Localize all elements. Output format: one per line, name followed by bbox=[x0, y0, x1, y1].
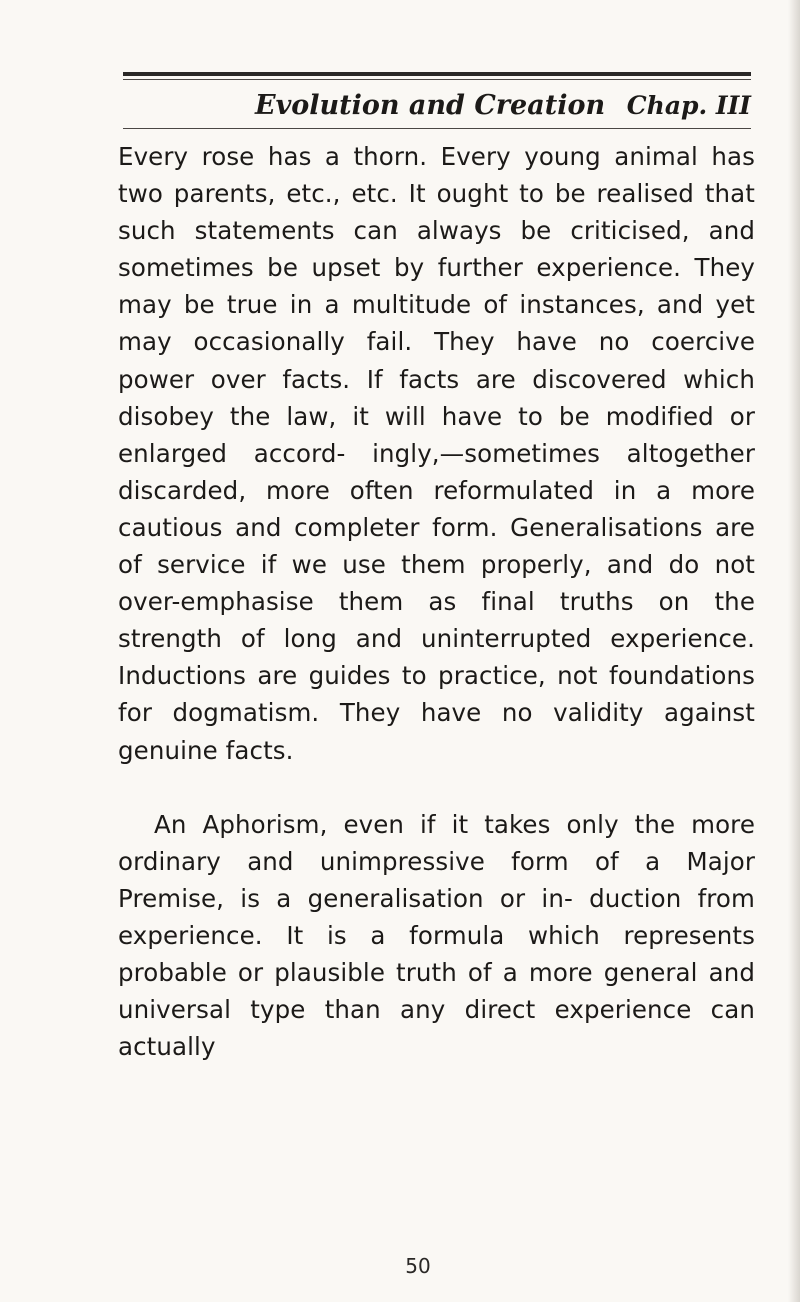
running-head bbox=[123, 86, 751, 126]
header-rule-thin bbox=[123, 79, 751, 80]
running-head-chapter: Chap. III bbox=[626, 91, 751, 120]
header-rule-thick bbox=[123, 72, 751, 76]
header-rule-bottom bbox=[123, 128, 751, 129]
page-edge-shadow bbox=[788, 0, 800, 1302]
page-number: 50 bbox=[405, 1254, 431, 1278]
body-text bbox=[118, 138, 755, 1065]
running-head-title: Evolution and Creation bbox=[255, 90, 606, 121]
paragraph-2: An Aphorism, even if it takes only the more ordinary and unimpressive form of a Major Premise, is a generalisation or in- duction from experience. It is a formula which represents probable or plausible truth of a more general and universal type than any direct experience can actually bbox=[118, 809, 755, 1062]
paragraph-1: Every rose has a thorn. Every young animal has two parents, etc., etc. It ought to be realised that such statements can always be criticised, and sometimes be upset by further experience. They may be true in a multitude of instances, and yet may occasionally fail. They have no coercive power over facts. If facts are discovered which disobey the law, it will have to be modified or enlarged accord- ingly,—sometimes altogether discarded, more often reformulated in a more cautious and completer form. Generalisations are of service if we use them properly, and do not over-emphasise them as final truths on the strength of long and uninterrupted experience. Inductions are guides to practice, not foundations for dogmatism. They have no validity against genuine facts. bbox=[118, 142, 755, 765]
